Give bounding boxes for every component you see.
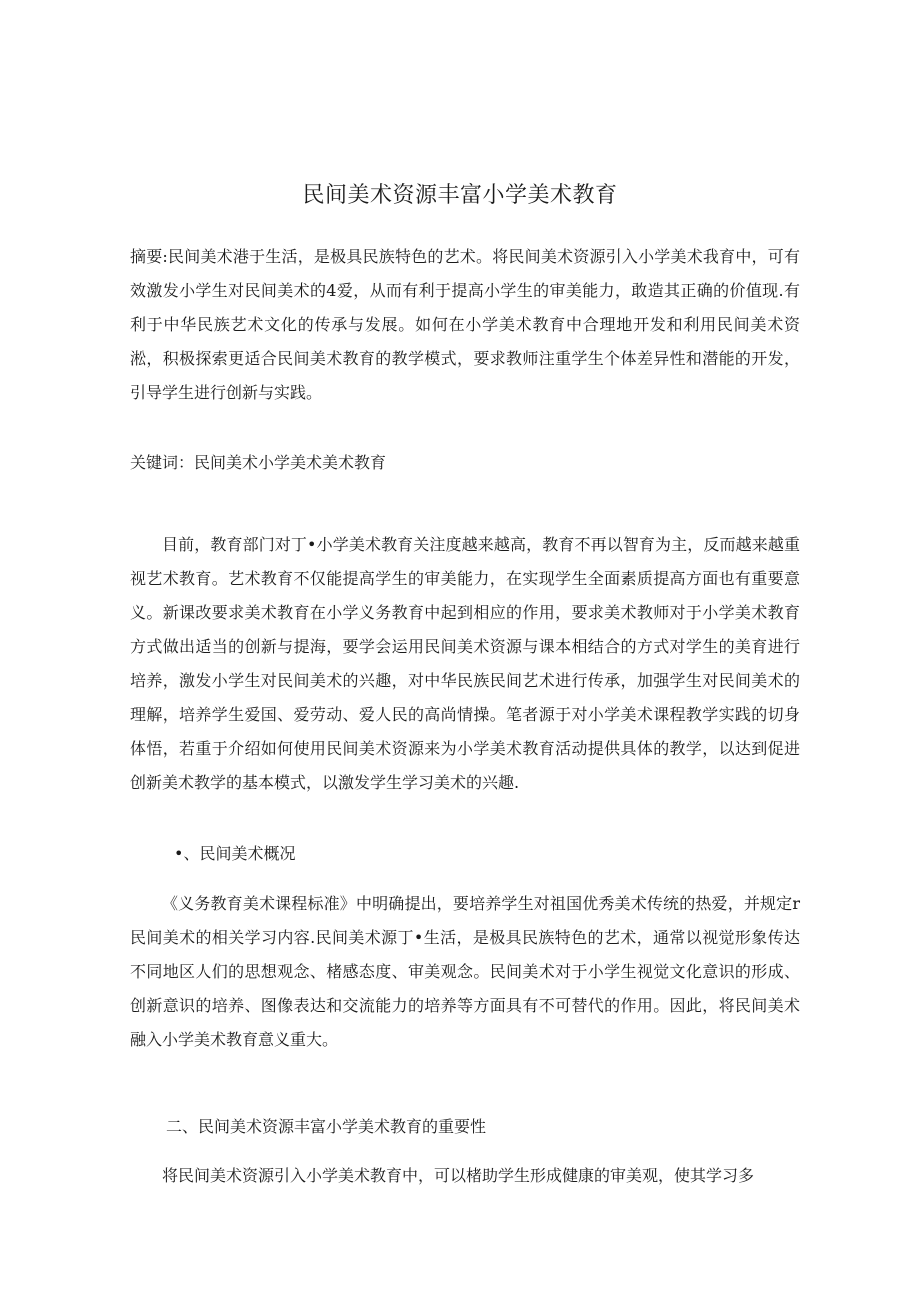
body-paragraph-1: 目前，教育部门对丁•小学美术教育关注度越来越高，教育不再以智育为主，反而越来越重视艺术教育。艺术教育不仅能提高学生的审美能力，在实现学生全面素质提高方面也有重要意义。新课改要求美术教育在小学义务教育中起到相应的作用，要求美术教师对于小学美术教育方式做出适当的创新与提海，要学会运用民间美术资源与课本相结合的方式对学生的美育进行培养，激发小学生对民间美术的兴趣，对中华民族民间艺术进行传承，加强学生对民间美术的理解，培养学生爱国、爱劳动、爱人民的高尚情操。笔者源于对小学美术课程教学实践的切身体悟，若重于介绍如何使用民间美术资源来为小学美术教育活动提供具体的教学，以达到促进创新美术教学的基本模式，以激发学生学习美术的兴趣.: [130, 535, 800, 792]
body-paragraph-3: 将民间美术资源引入小学美术教育中，可以楮助学生形成健康的审美观，使其学习多: [162, 1166, 755, 1185]
keywords-label: 关键词：: [130, 453, 195, 472]
section-heading-2: 二、民间美术资源丰富小学美术教育的重要性: [166, 1117, 487, 1136]
keywords-text: 民间美术小学美术美术教育: [194, 453, 387, 472]
keywords: [130, 446, 800, 480]
abstract-label: 摘要:: [130, 247, 168, 266]
abstract: [130, 240, 800, 410]
body-paragraph-2: 《义务教育美术课程标准》中明确提出，要培养学生对祖国优秀美术传统的热爱，并规定r民间美术的相关学习内容.民间美术源丁•生活，是极具民族特色的艺术，通常以视觉形象传达不同地区人们的思想观念、楮感态度、审美观念。民间美术对于小学生视觉文化意识的形成、创新意识的培养、图像表达和交流能力的培养等方面具有不可替代的作用。因此，将民间美术融入小学美术教育意义重大。: [130, 894, 800, 1049]
abstract-text: 民间美术港于生活，是极具民族特色的艺术。将民间美术资源引入小学美术我育中，可有效激发小学生对民间美术的4爱，从而有利于提高小学生的审美能力，敢造其正确的价值现.有利于中华民族艺术文化的传承与发展。如何在小学美术教育中合理地开发和利用民间美术资淞，积极探索更适合民间美术教育的教学模式，要求教师注重学生个体差异性和潜能的开发，引导学生进行创新与实践。: [130, 247, 800, 402]
section-heading-1: •、民间美术概况: [174, 844, 296, 863]
document-title: 民间美术资源丰富小学美术教育: [302, 183, 618, 208]
